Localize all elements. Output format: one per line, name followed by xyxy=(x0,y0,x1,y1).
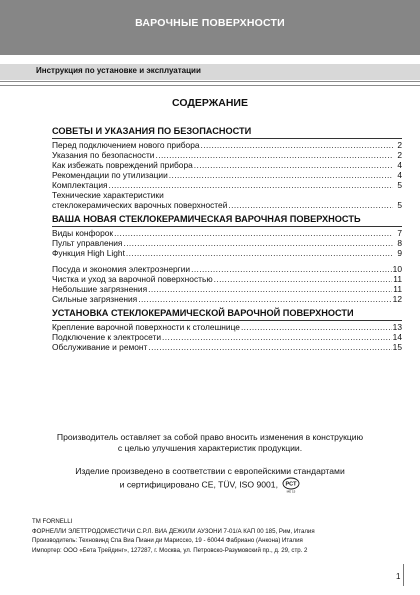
toc-entry: Небольшие загрязнения ..... 11 xyxy=(52,284,402,294)
toc-entry: Посуда и экономия электроэнергии ..... 10 xyxy=(52,264,402,274)
toc-section-heading: ВАША НОВАЯ СТЕКЛОКЕРАМИЧЕСКАЯ ВАРОЧНАЯ ПОВЕРХНОСТЬ xyxy=(52,214,402,227)
toc-title: СОДЕРЖАНИЕ xyxy=(172,97,248,109)
cert-line: и сертифицировано CE, TÜV, ISO 9001, xyxy=(119,479,278,490)
toc-entry: Чистка и уход за варочной поверхностью ..... 11 xyxy=(52,274,402,284)
toc-section-heading: СОВЕТЫ И УКАЗАНИЯ ПО БЕЗОПАСНОСТИ xyxy=(52,126,402,139)
certification-statement xyxy=(0,466,420,493)
footer xyxy=(32,517,402,555)
toc-section-hob xyxy=(52,214,402,304)
page-number-rule xyxy=(403,564,404,586)
toc-entry: Функция High Light ..... 9 xyxy=(52,248,402,258)
toc-entry: Технические характеристики стеклокерамических варочных поверхностей ..... 5 xyxy=(52,190,402,210)
toc-entry: Подключение к электросети ..... 14 xyxy=(52,332,402,342)
toc-section-installation xyxy=(52,308,402,352)
footer-brand: TM FORNELLI xyxy=(32,518,73,525)
document-title: ВАРОЧНЫЕ ПОВЕРХНОСТИ xyxy=(135,17,285,29)
toc-entry: Виды конфорок ..... 7 xyxy=(52,228,402,238)
cert-line: Изделие произведено в соответствии с европейскими стандартами xyxy=(75,466,345,476)
page-number: 1 xyxy=(396,572,401,581)
notice-line: с целью улучшения характеристик продукции. xyxy=(117,443,303,453)
toc-entry: Перед подключением нового прибора ..... 2 xyxy=(52,140,402,150)
toc-section-safety xyxy=(52,126,402,210)
toc-entry: Комплектация ..... 5 xyxy=(52,180,402,190)
toc-entry: Указания по безопасности ..... 2 xyxy=(52,150,402,160)
toc-section-heading: УСТАНОВКА СТЕКЛОКЕРАМИЧЕСКОЙ ВАРОЧНОЙ ПОВЕРХНОСТИ xyxy=(52,308,402,321)
footer-line: Производитель: Техновинд Спа Виа Пиани ди Марисско, 19 - 60044 Фабриано (Анкона) Италия xyxy=(32,537,303,544)
toc-entry: Крепление варочной поверхности к столешнице ..... 13 xyxy=(52,322,402,332)
subheader-rule xyxy=(0,81,420,86)
toc-entry: Как избежать повреждений прибора ..... 4 xyxy=(52,160,402,170)
footer-line: ФОРНЕЛЛИ ЭЛЕТТРОДОМЕСТИЧИ С.Р.Л. ВИА ДЕЖИЛИ АУЗОНИ 7-01/А КАП 00 185, Рим, Италия xyxy=(32,527,315,535)
manufacturer-notice xyxy=(0,432,420,454)
toc-entry: Рекомендации по утилизации ..... 4 xyxy=(52,170,402,180)
notice-line: Производитель оставляет за собой право вносить изменения в конструкцию xyxy=(56,432,364,442)
footer-line: Импортер: ООО «Бета Трейдинг», 127287, г. Москва, ул. Петровско-Разумовский пр., д. 29, стр. 2 xyxy=(32,546,308,554)
pct-certification-mark-icon xyxy=(282,477,300,493)
subheader-text: Инструкция по установке и эксплуатации xyxy=(36,66,201,75)
toc-entry: Сильные загрязнения ..... 12 xyxy=(52,294,402,304)
toc-entry: Пульт управления ..... 8 xyxy=(52,238,402,248)
toc-entry: Обслуживание и ремонт ..... 15 xyxy=(52,342,402,352)
subheader-band xyxy=(0,64,420,80)
table-of-contents xyxy=(52,126,402,352)
svg-text:МЕ 15: МЕ 15 xyxy=(287,489,296,493)
svg-text:PCT: PCT xyxy=(285,481,297,488)
